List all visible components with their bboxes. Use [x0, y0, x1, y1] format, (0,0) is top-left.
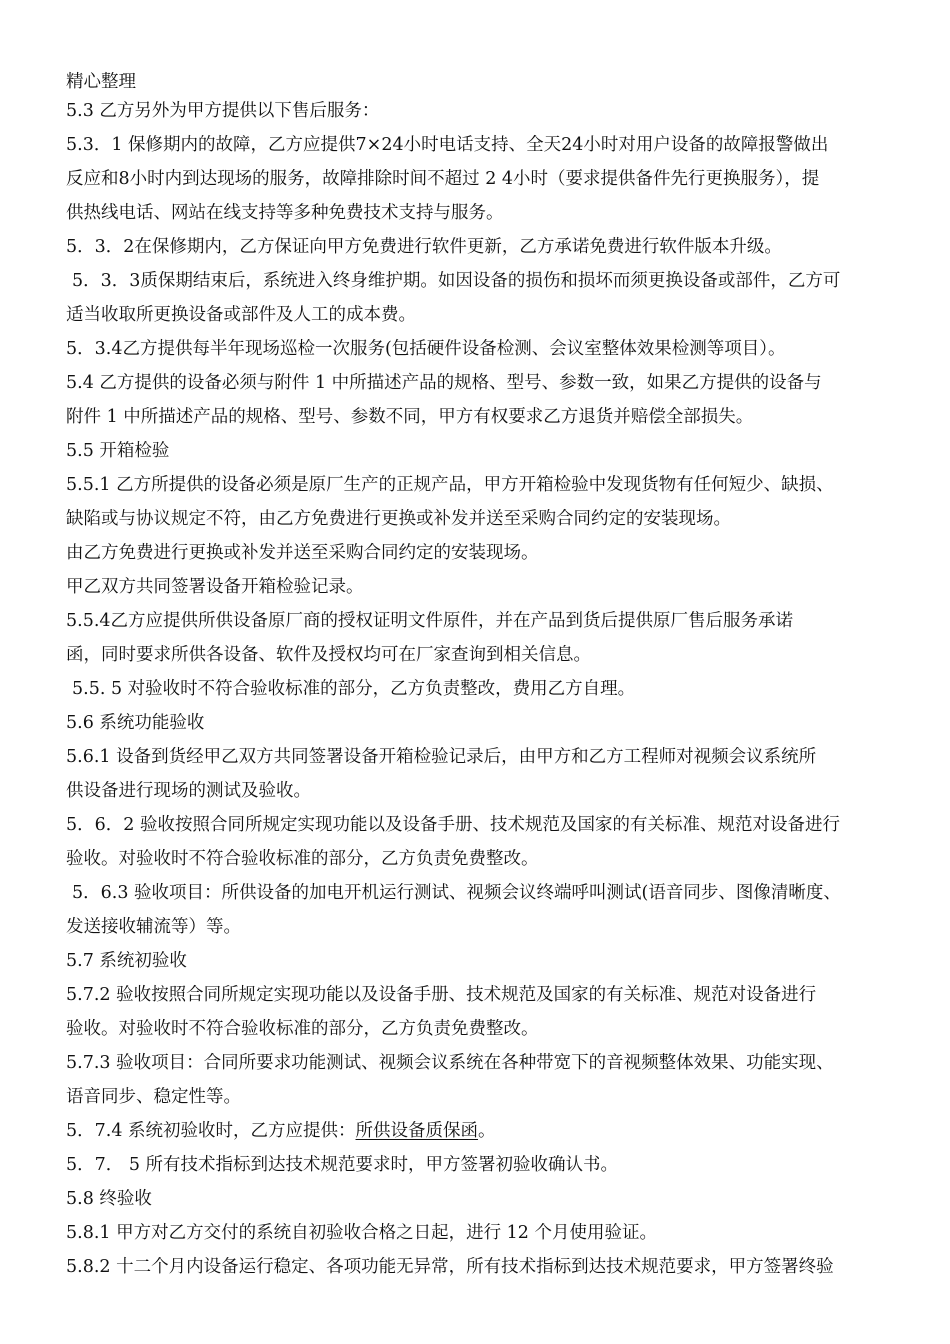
clause-5-3-4: 5．3.4乙方提供每半年现场巡检一次服务(包括硬件设备检测、会议室整体效果检测等项目）。: [66, 339, 786, 359]
clause-5-7-4: [66, 1114, 886, 1148]
clause-5-5-5: 5.5. 5 对验收时不符合验收标准的部分，乙方负责整改，费用乙方自理。: [72, 679, 636, 699]
clause-5-6-2-line-2: 验收。对验收时不符合验收标准的部分，乙方负责免费整改。: [66, 849, 539, 869]
clause-5-5-1-line-3: 由乙方免费进行更换或补发并送至采购合同约定的安装现场。: [66, 543, 539, 563]
clause-5-8-2-line-1: 5.8.2 十二个月内设备运行稳定、各项功能无异常，所有技术指标到达技术规范要求，甲方签署终验: [66, 1257, 834, 1277]
clause-5-8-1: 5.8.1 甲方对乙方交付的系统自初验收合格之日起，进行 12 个月使用验证。: [66, 1223, 657, 1243]
clause-5-3-1-line-2: 反应和8小时内到达现场的服务，故障排除时间不超过 2 4小时（要求提供备件先行更换服务），提: [66, 169, 820, 189]
clause-5-3-3-line-1: 5．3．3质保期结束后，系统进入终身维护期。如因设备的损伤和损坏而须更换设备或部件，乙方可: [72, 271, 841, 291]
clause-5-5-4-line-1: 5.5.4乙方应提供所供设备原厂商的授权证明文件原件，并在产品到货后提供原厂售后服务承诺: [66, 611, 794, 631]
clause-5-6-1-line-1: 5.6.1 设备到货经甲乙双方共同签署设备开箱检验记录后，由甲方和乙方工程师对视频会议系统所: [66, 747, 817, 767]
clause-5-7-3-line-2: 语音同步、稳定性等。: [66, 1087, 241, 1107]
clause-5-5-1-line-2: 缺陷或与协议规定不符，由乙方免费进行更换或补发并送至采购合同约定的安装现场。: [66, 509, 731, 529]
clause-5-5-1-line-1: 5.5.1 乙方所提供的设备必须是原厂生产的正规产品，甲方开箱检验中发现货物有任何短少、缺损、: [66, 475, 834, 495]
warranty-letter-underlined: 所供设备质保函: [355, 1121, 479, 1141]
clause-5-6-2-line-1: 5．6．2 验收按照合同所规定实现功能以及设备手册、技术规范及国家的有关标准、规范对设备进行: [66, 815, 840, 835]
document-body: [66, 70, 886, 1284]
clause-5-7-heading: 5.7 系统初验收: [66, 951, 187, 971]
clause-5-6-3-line-2: 发送接收辅流等）等。: [66, 917, 241, 937]
clause-5-7-4-end: 。: [478, 1121, 496, 1141]
clause-5-3-1-line-3: 供热线电话、网站在线支持等多种免费技术支持与服务。: [66, 203, 504, 223]
clause-5-3-2: 5．3．2在保修期内，乙方保证向甲方免费进行软件更新，乙方承诺免费进行软件版本升级。: [66, 237, 782, 257]
clause-5-7-3-line-1: 5.7.3 验收项目：合同所要求功能测试、视频会议系统在各种带宽下的音视频整体效果、功能实现、: [66, 1053, 834, 1073]
clause-5-4-line-2: 附件 1 中所描述产品的规格、型号、参数不同，甲方有权要求乙方退货并赔偿全部损失。: [66, 407, 754, 427]
clause-5-6-1-line-2: 供设备进行现场的测试及验收。: [66, 781, 311, 801]
clause-5-5-4-line-2: 函，同时要求所供各设备、软件及授权均可在厂家查询到相关信息。: [66, 645, 591, 665]
clause-5-4-line-1: 5.4 乙方提供的设备必须与附件 1 中所描述产品的规格、型号、参数一致，如果乙方提供的设备与: [66, 373, 822, 393]
clause-5-7-2-line-1: 5.7.2 验收按照合同所规定实现功能以及设备手册、技术规范及国家的有关标准、规范对设备进行: [66, 985, 817, 1005]
clause-5-7-2-line-2: 验收。对验收时不符合验收标准的部分，乙方负责免费整改。: [66, 1019, 539, 1039]
clause-5-7-5: 5．7． 5 所有技术指标到达技术规范要求时，甲方签署初验收确认书。: [66, 1155, 619, 1175]
clause-5-7-4-text: 5．7.4 系统初验收时，乙方应提供：: [66, 1121, 356, 1141]
clause-5-5-heading: 5.5 开箱检验: [66, 441, 170, 461]
clause-5-3-3-line-2: 适当收取所更换设备或部件及人工的成本费。: [66, 305, 416, 325]
clause-5-8-heading: 5.8 终验收: [66, 1189, 152, 1209]
clause-5-6-heading: 5.6 系统功能验收: [66, 713, 205, 733]
clause-5-3-heading: 5.3 乙方另外为甲方提供以下售后服务：: [66, 101, 380, 121]
clause-5-5-1-line-4: 甲乙双方共同签署设备开箱检验记录。: [66, 577, 364, 597]
header-note: 精心整理: [66, 72, 136, 92]
clause-5-3-1-line-1: 5.3．1 保修期内的故障，乙方应提供7×24小时电话支持、全天24小时对用户设备的故障报警做出: [66, 135, 829, 155]
clause-5-6-3-line-1: 5．6.3 验收项目：所供设备的加电开机运行测试、视频会议终端呼叫测试(语音同步、图像清晰度、: [72, 883, 841, 903]
